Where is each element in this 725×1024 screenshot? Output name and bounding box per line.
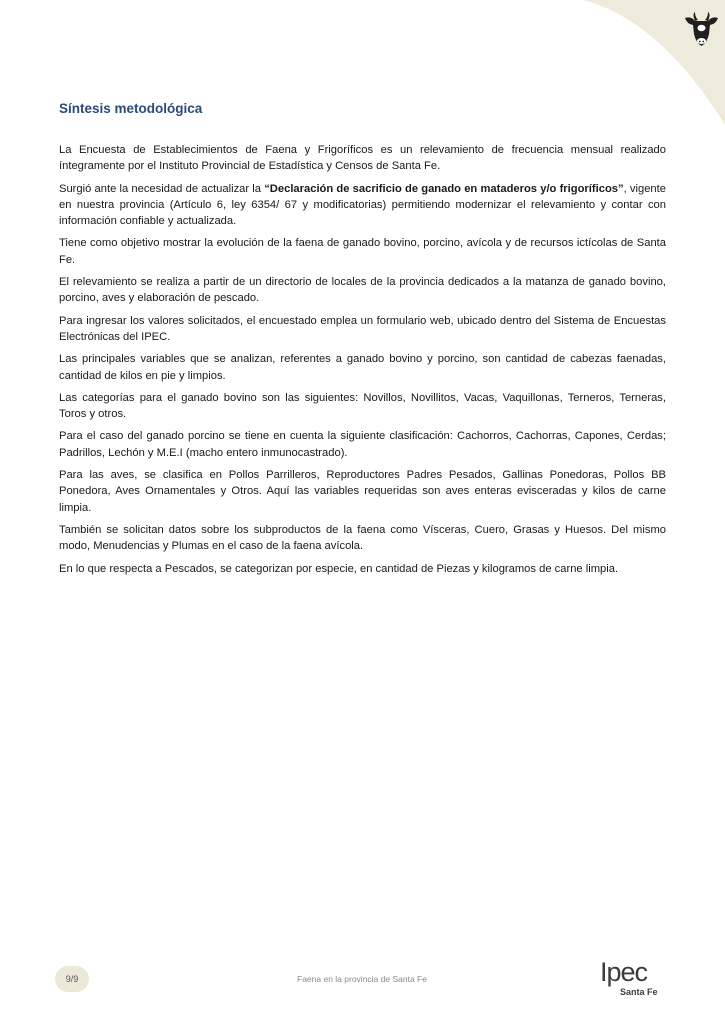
paragraph-text: Surgió ante la necesidad de actualizar la	[59, 182, 265, 195]
footer-title: Faena en la provincia de Santa Fe	[297, 974, 427, 984]
paragraph: Tiene como objetivo mostrar la evolución de la faena de ganado bovino, porcino, avícola y de recursos ictícolas de Santa Fe.	[59, 237, 666, 266]
logo-subtitle: Santa Fe	[620, 987, 658, 997]
paragraph: Para el caso del ganado porcino se tiene en cuenta la siguiente clasificación: Cachorros, Cachorras, Capones, Cerdas; Padrillos, Lechón y M.E.I (macho entero inmunocastrado).	[59, 430, 666, 459]
body-text	[59, 142, 666, 583]
law-title-bold: “Declaración de sacrificio de ganado en mataderos y/o frigoríficos”	[264, 182, 624, 195]
paragraph: El relevamiento se realiza a partir de un directorio de locales de la provincia dedicados a la matanza de ganado bovino, porcino, aves y elaboración de pescado.	[59, 276, 666, 305]
paragraph	[59, 181, 666, 230]
ipec-logo	[600, 957, 675, 1001]
logo-wordmark: Ipec	[600, 957, 648, 987]
paragraph: También se solicitan datos sobre los subproductos de la faena como Vísceras, Cuero, Grasas y Huesos. Del mismo modo, Menudencias y Plumas en el caso de la faena avícola.	[59, 523, 666, 553]
paragraph-text: , vigente en nuestra provincia (Artículo 6, ley 6354/ 67 y modificatorias) permitiendo modernizar el relevamiento y contar con información confiable y actualizada.	[59, 182, 666, 228]
paragraph: Para ingresar los valores solicitados, el encuestado emplea un formulario web, ubicado dentro del Sistema de Encuestas Electrónicas del IPEC.	[59, 314, 666, 343]
page-number-badge: 9/9	[55, 966, 89, 992]
paragraph: Las principales variables que se analizan, referentes a ganado bovino y porcino, son cantidad de cabezas faenadas, cantidad de kilos en pie y limpios.	[59, 353, 666, 382]
paragraph: Para las aves, se clasifica en Pollos Parrilleros, Reproductores Padres Pesados, Gallinas Ponedoras, Pollos BB Ponedora, Aves Ornamentales y Otros. Aquí las variables requeridas son aves enteras evisceradas y kilos de carne limpia.	[59, 469, 666, 514]
paragraph: En lo que respecta a Pescados, se categorizan por especie, en cantidad de Piezas y kilogramos de carne limpia.	[59, 562, 619, 575]
paragraph: Las categorías para el ganado bovino son las siguientes: Novillos, Novillitos, Vacas, Vaquillonas, Terneros, Terneras, Toros y otros.	[59, 391, 666, 421]
paragraph: La Encuesta de Establecimientos de Faena y Frigoríficos es un relevamiento de frecuencia mensual realizado íntegramente por el Instituto Provincial de Estadística y Censos de Santa Fe.	[59, 144, 666, 173]
corner-decoration	[565, 0, 725, 130]
page-title: Síntesis metodológica	[59, 101, 203, 116]
